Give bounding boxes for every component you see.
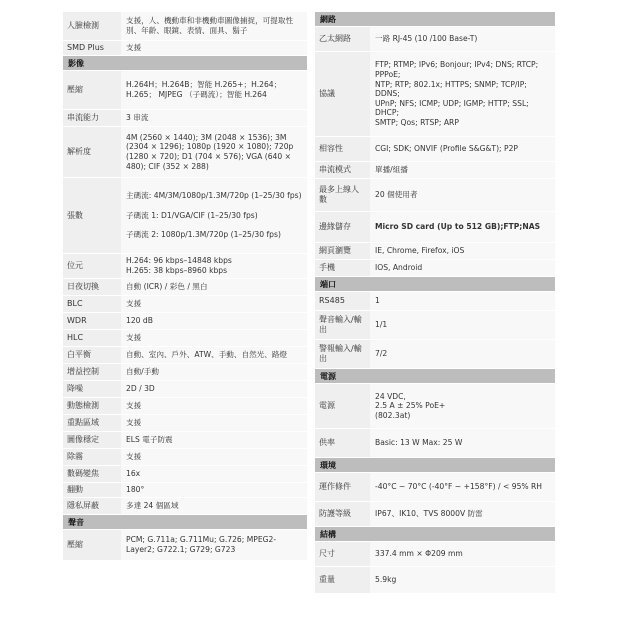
spec-label: 防護等級 — [315, 502, 370, 526]
spec-value: 支援 — [121, 330, 307, 346]
spec-label: 警報輸入/輸出 — [315, 340, 370, 368]
spec-row — [63, 279, 307, 296]
spec-label: 串流模式 — [315, 162, 370, 178]
spec-row — [63, 127, 307, 178]
spec-label: 張數 — [63, 178, 121, 253]
spec-value: 支援 — [121, 41, 307, 55]
spec-row — [315, 542, 555, 567]
spec-row — [315, 52, 555, 137]
spec-row — [315, 260, 555, 277]
section-title: 環境 — [320, 460, 336, 470]
spec-label: 網頁瀏覽 — [315, 243, 370, 259]
spec-row — [63, 296, 307, 313]
spec-value: 24 VDC, 2.5 A ± 25% PoE+ (802.3at) — [370, 384, 555, 428]
spec-value: 7/2 — [370, 340, 555, 368]
spec-row — [315, 292, 555, 311]
section-header — [63, 515, 307, 530]
spec-row — [63, 466, 307, 483]
spec-label: RS485 — [315, 292, 370, 310]
spec-value: 自動、室內、戶外、ATW、手動、自然光、路燈 — [121, 347, 307, 363]
spec-row — [315, 212, 555, 243]
spec-row — [63, 530, 307, 561]
spec-value: IE, Chrome, Firefox, iOS — [370, 243, 555, 259]
spec-value: 337.4 mm × Φ209 mm — [370, 542, 555, 566]
spec-label: 最多上線人數 — [315, 179, 370, 211]
spec-label: 壓縮 — [63, 530, 121, 560]
spec-row — [315, 429, 555, 458]
spec-label: 聲音輸入/輸出 — [315, 311, 370, 339]
spec-row — [315, 473, 555, 502]
spec-row — [63, 498, 307, 515]
spec-column-right — [315, 12, 555, 594]
spec-value: PCM; G.711a; G.711Mu; G.726; MPEG2-Layer2; G722.1; G729; G723 — [121, 530, 307, 560]
spec-value: 5.9kg — [370, 567, 555, 593]
spec-label: 壓縮 — [63, 71, 121, 109]
spec-label: 相容性 — [315, 137, 370, 161]
spec-value: H.264H；H.264B；智能 H.265+；H.264；H.265； MJPEG （子碼流）；智能 H.264 — [121, 71, 307, 109]
spec-row — [63, 110, 307, 127]
spec-value: 3 串流 — [121, 110, 307, 126]
spec-label: 位元 — [63, 254, 121, 278]
section-title: 電源 — [320, 371, 336, 381]
section-title: 影像 — [68, 58, 84, 68]
spec-label: 重量 — [315, 567, 370, 593]
spec-value: -40°C ~ 70°C (-40°F ~ +158°F) / < 95% RH — [370, 473, 555, 501]
spec-value: 支援 — [121, 398, 307, 414]
spec-label: 日夜切換 — [63, 279, 121, 295]
section-title: 網路 — [320, 14, 336, 24]
spec-value: 1/1 — [370, 311, 555, 339]
spec-label: 乙太網路 — [315, 27, 370, 51]
spec-row — [63, 364, 307, 381]
spec-label: 圖像穩定 — [63, 432, 121, 448]
spec-row — [63, 178, 307, 254]
spec-row — [63, 330, 307, 347]
spec-row — [63, 432, 307, 449]
spec-value: IP67、IK10、TVS 8000V 防雷 — [370, 502, 555, 526]
spec-value: 多達 24 個區域 — [121, 498, 307, 514]
spec-value: Micro SD card (Up to 512 GB);FTP;NAS — [370, 212, 555, 242]
spec-label: WDR — [63, 313, 121, 329]
spec-row — [315, 384, 555, 429]
spec-value: 支援 — [121, 415, 307, 431]
spec-value: 自動/手動 — [121, 364, 307, 380]
spec-row — [63, 12, 307, 41]
section-title: 端口 — [320, 279, 336, 289]
spec-value-line: 主碼流: 4M/3M/1080p/1.3M/720p (1–25/30 fps) — [126, 191, 302, 201]
spec-label: 翻動 — [63, 483, 121, 497]
spec-row — [63, 483, 307, 498]
spec-row — [63, 347, 307, 364]
spec-label: 尺寸 — [315, 542, 370, 566]
spec-label: 邊緣儲存 — [315, 212, 370, 242]
section-header — [315, 527, 555, 542]
spec-value-line: 子碼流 1: D1/VGA/CIF (1–25/30 fps) — [126, 210, 258, 220]
spec-column-left — [63, 12, 307, 561]
spec-value: 支援 — [121, 449, 307, 465]
spec-label: 電源 — [315, 384, 370, 428]
spec-value: 120 dB — [121, 313, 307, 329]
spec-row — [63, 398, 307, 415]
spec-value: FTP; RTMP; IPv6; Bonjour; IPv4; DNS; RTCP; PPPoE; NTP; RTP; 802.1x; HTTPS; SNMP; TCP/IP; DDNS; UPnP; NFS; ICMP; UDP; IGMP; HTTP; SSL; DHCP; SMTP; Qos; RTSP; ARP — [370, 52, 555, 136]
spec-label: 白平衡 — [63, 347, 121, 363]
spec-row — [315, 502, 555, 527]
spec-value: H.264: 96 kbps–14848 kbps H.265: 38 kbps–8960 kbps — [121, 254, 307, 278]
spec-value: 2D / 3D — [121, 381, 307, 397]
spec-label: 供率 — [315, 429, 370, 457]
spec-row — [63, 415, 307, 432]
section-title: 結構 — [320, 529, 336, 539]
spec-row — [315, 243, 555, 260]
section-header — [315, 12, 555, 27]
spec-row — [315, 179, 555, 212]
section-header — [63, 56, 307, 71]
spec-value: 單播/組播 — [370, 162, 555, 178]
spec-row — [63, 254, 307, 279]
spec-value: IOS, Android — [370, 260, 555, 276]
spec-value: 支援 — [121, 296, 307, 312]
spec-row — [315, 137, 555, 162]
spec-value: ELS 電子防震 — [121, 432, 307, 448]
section-title: 聲音 — [68, 517, 84, 527]
spec-label: 除霧 — [63, 449, 121, 465]
spec-value: 4M (2560 × 1440); 3M (2048 × 1536); 3M (2304 × 1296); 1080p (1920 × 1080); 720p (1280 × 720); D1 (704 × 576); VGA (640 × 480); CIF (352 × 288) — [121, 127, 307, 177]
spec-label: 協議 — [315, 52, 370, 136]
spec-label: 隱私屏蔽 — [63, 498, 121, 514]
spec-row — [63, 41, 307, 56]
spec-value: Basic: 13 W Max: 25 W — [370, 429, 555, 457]
spec-row — [63, 449, 307, 466]
section-header — [315, 458, 555, 473]
spec-label: HLC — [63, 330, 121, 346]
spec-value: 20 個使用者 — [370, 179, 555, 211]
spec-value: CGI; SDK; ONVIF (Profile S&G&T); P2P — [370, 137, 555, 161]
spec-value-line: 子碼流 2: 1080p/1.3M/720p (1–25/30 fps) — [126, 230, 281, 240]
spec-value: 16x — [121, 466, 307, 482]
spec-label: SMD Plus — [63, 41, 121, 55]
spec-row — [315, 567, 555, 594]
spec-label: 運作條件 — [315, 473, 370, 501]
spec-label: 重點區域 — [63, 415, 121, 431]
spec-label: 串流能力 — [63, 110, 121, 126]
spec-value: 支援，人、機動車和非機動車圖像捕捉，可提取性別、年齡、眼鏡、表情、面具、鬍子 — [121, 12, 307, 40]
spec-value: 1 — [370, 292, 555, 310]
spec-row — [315, 340, 555, 369]
spec-value: 180° — [121, 483, 307, 497]
spec-label: 人臉檢測 — [63, 12, 121, 40]
spec-row — [315, 27, 555, 52]
spec-value: 自動 (ICR) / 彩色 / 黑白 — [121, 279, 307, 295]
spec-label: 解析度 — [63, 127, 121, 177]
section-header — [315, 277, 555, 292]
spec-label: BLC — [63, 296, 121, 312]
spec-label: 動態檢測 — [63, 398, 121, 414]
spec-row — [315, 311, 555, 340]
spec-label: 數碼變焦 — [63, 466, 121, 482]
spec-row — [315, 162, 555, 179]
spec-row — [63, 313, 307, 330]
section-header — [315, 369, 555, 384]
spec-label: 手機 — [315, 260, 370, 276]
spec-label: 降噪 — [63, 381, 121, 397]
spec-value — [121, 178, 307, 253]
spec-label: 增益控制 — [63, 364, 121, 380]
spec-value: 一路 RJ-45 (10 /100 Base-T) — [370, 27, 555, 51]
spec-row — [63, 381, 307, 398]
spec-row — [63, 71, 307, 110]
